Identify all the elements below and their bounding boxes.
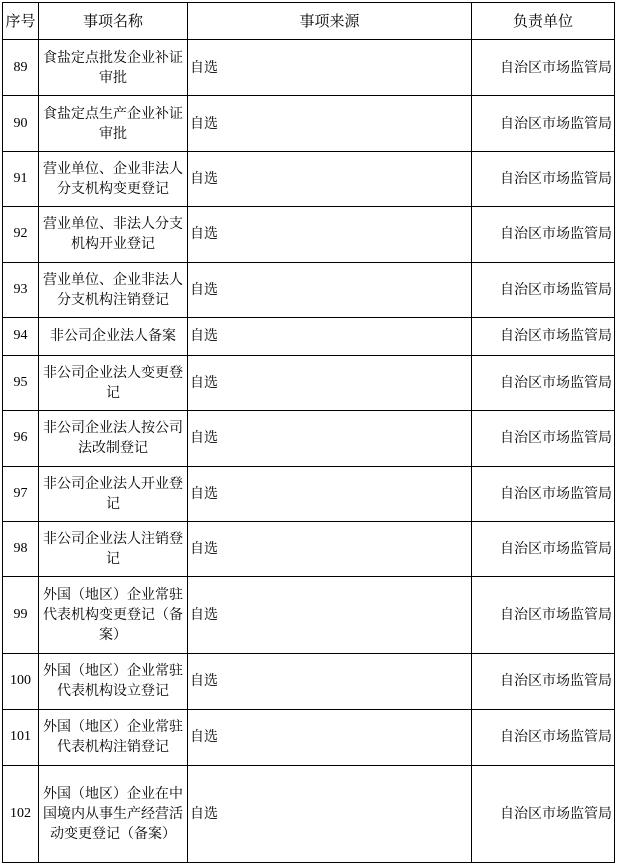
row-source: 自选 xyxy=(188,577,472,654)
row-unit: 自治区市场监管局 xyxy=(472,317,615,355)
row-number: 96 xyxy=(3,410,39,466)
row-unit: 自治区市场监管局 xyxy=(472,654,615,709)
table-row xyxy=(3,40,615,96)
row-name: 外国（地区）企业在中国境内从事生产经营活动变更登记（备案） xyxy=(39,765,188,862)
row-unit: 自治区市场监管局 xyxy=(472,40,615,96)
row-unit: 自治区市场监管局 xyxy=(472,262,615,317)
table-row xyxy=(3,522,615,577)
row-unit: 自治区市场监管局 xyxy=(472,522,615,577)
row-unit: 自治区市场监管局 xyxy=(472,577,615,654)
row-number: 90 xyxy=(3,96,39,152)
row-number: 97 xyxy=(3,466,39,521)
row-number: 94 xyxy=(3,317,39,355)
table-row xyxy=(3,765,615,862)
table-row xyxy=(3,207,615,262)
row-number: 100 xyxy=(3,654,39,709)
row-number: 89 xyxy=(3,40,39,96)
row-number: 99 xyxy=(3,577,39,654)
row-number: 91 xyxy=(3,152,39,207)
row-source: 自选 xyxy=(188,355,472,410)
row-name: 营业单位、非法人分支机构开业登记 xyxy=(39,207,188,262)
row-number: 95 xyxy=(3,355,39,410)
row-source: 自选 xyxy=(188,410,472,466)
table-row xyxy=(3,654,615,709)
row-source: 自选 xyxy=(188,522,472,577)
row-name: 非公司企业法人变更登记 xyxy=(39,355,188,410)
row-name: 外国（地区）企业常驻代表机构设立登记 xyxy=(39,654,188,709)
row-number: 92 xyxy=(3,207,39,262)
row-unit: 自治区市场监管局 xyxy=(472,466,615,521)
row-unit: 自治区市场监管局 xyxy=(472,96,615,152)
row-name: 食盐定点生产企业补证审批 xyxy=(39,96,188,152)
row-name: 非公司企业法人注销登记 xyxy=(39,522,188,577)
row-source: 自选 xyxy=(188,207,472,262)
row-source: 自选 xyxy=(188,96,472,152)
row-name: 非公司企业法人开业登记 xyxy=(39,466,188,521)
row-number: 98 xyxy=(3,522,39,577)
row-number: 93 xyxy=(3,262,39,317)
table-body xyxy=(3,40,615,863)
header-name: 事项名称 xyxy=(39,3,188,40)
row-name: 食盐定点批发企业补证审批 xyxy=(39,40,188,96)
row-name: 营业单位、企业非法人分支机构变更登记 xyxy=(39,152,188,207)
matters-table xyxy=(2,2,615,863)
row-unit: 自治区市场监管局 xyxy=(472,207,615,262)
row-name: 外国（地区）企业常驻代表机构变更登记（备案） xyxy=(39,577,188,654)
header-no: 序号 xyxy=(3,3,39,40)
row-unit: 自治区市场监管局 xyxy=(472,410,615,466)
row-source: 自选 xyxy=(188,40,472,96)
row-name: 非公司企业法人备案 xyxy=(39,317,188,355)
row-source: 自选 xyxy=(188,152,472,207)
row-unit: 自治区市场监管局 xyxy=(472,709,615,765)
table-row xyxy=(3,317,615,355)
row-source: 自选 xyxy=(188,709,472,765)
table-row xyxy=(3,262,615,317)
row-number: 102 xyxy=(3,765,39,862)
header-unit: 负责单位 xyxy=(472,3,615,40)
row-unit: 自治区市场监管局 xyxy=(472,152,615,207)
row-source: 自选 xyxy=(188,466,472,521)
row-source: 自选 xyxy=(188,262,472,317)
table-row xyxy=(3,410,615,466)
table-row xyxy=(3,709,615,765)
table-row xyxy=(3,96,615,152)
row-unit: 自治区市场监管局 xyxy=(472,765,615,862)
header-source: 事项来源 xyxy=(188,3,472,40)
table-row xyxy=(3,152,615,207)
row-name: 非公司企业法人按公司法改制登记 xyxy=(39,410,188,466)
table-row xyxy=(3,355,615,410)
table-row xyxy=(3,577,615,654)
row-number: 101 xyxy=(3,709,39,765)
row-source: 自选 xyxy=(188,654,472,709)
table-row xyxy=(3,466,615,521)
header-row xyxy=(3,3,615,40)
row-unit: 自治区市场监管局 xyxy=(472,355,615,410)
row-source: 自选 xyxy=(188,765,472,862)
row-source: 自选 xyxy=(188,317,472,355)
row-name: 营业单位、企业非法人分支机构注销登记 xyxy=(39,262,188,317)
row-name: 外国（地区）企业常驻代表机构注销登记 xyxy=(39,709,188,765)
